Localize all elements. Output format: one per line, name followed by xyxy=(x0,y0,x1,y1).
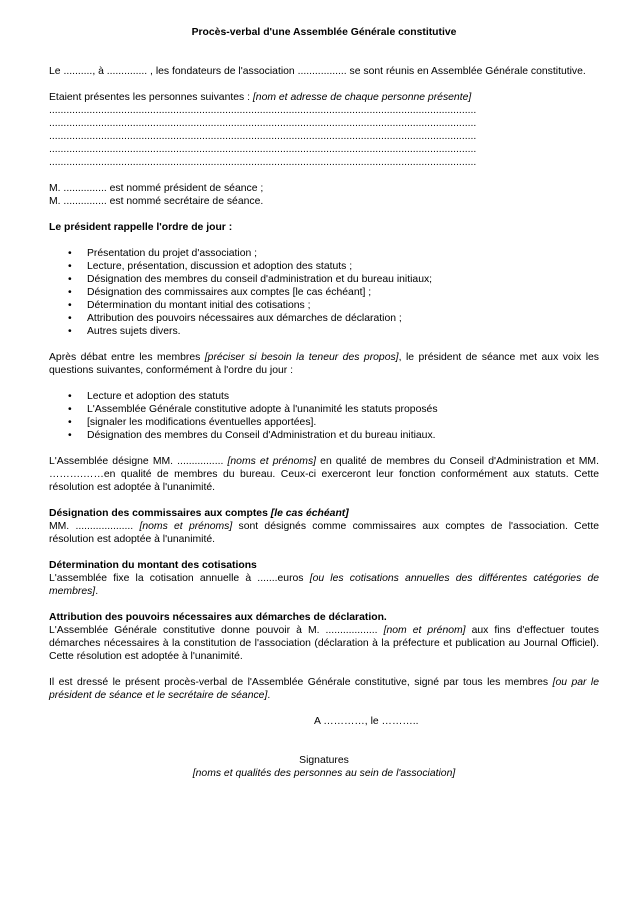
debate-note: [préciser si besoin la teneur des propos] xyxy=(204,352,399,363)
board-text-end: en qualité de membres du Conseil d'Administration et MM. ……….……en qualité de membres du bureau. Ceux-ci exerceront leur fonction conformément aux statuts. Cette résolution est adoptée à l'unanimité. xyxy=(49,456,599,493)
agenda-item: • Désignation des membres du conseil d'administration et du bureau initiaux; xyxy=(87,273,599,286)
agenda-item: • Autres sujets divers. xyxy=(87,325,599,338)
agenda-item: • Attribution des pouvoirs nécessaires aux démarches de déclaration ; xyxy=(87,312,599,325)
closing-paragraph xyxy=(49,676,599,702)
vote-item: • L'Assemblée Générale constitutive adopte à l'unanimité les statuts proposés xyxy=(87,403,599,416)
debate-text: Après débat entre les membres xyxy=(49,352,205,363)
board-note: [noms et prénoms] xyxy=(227,456,317,467)
auditors-heading xyxy=(49,507,599,520)
place-date-line: A …………, le ……….. xyxy=(314,716,419,727)
signatures-note: [noms et qualités des personnes au sein de l'association] xyxy=(192,768,456,779)
attendee-dot-line: .................................................................................................................................................... xyxy=(49,157,477,168)
powers-text: L'Assemblée Générale constitutive donne pouvoir à M. .................. xyxy=(49,625,384,636)
fees-text: L'assemblée fixe la cotisation annuelle à .......euros xyxy=(49,573,310,584)
auditors-paragraph xyxy=(49,520,599,546)
closing-text: Il est dressé le présent procès-verbal de l'Assemblée Générale constitutive, signé par tous les membres xyxy=(49,677,553,688)
intro-paragraph xyxy=(49,65,599,78)
secretary-line: M. ............... est nommé secrétaire de séance. xyxy=(49,196,264,207)
vote-item: • Lecture et adoption des statuts xyxy=(87,390,599,403)
agenda-item: • Détermination du montant initial des cotisations ; xyxy=(87,299,599,312)
board-text: L'Assemblée désigne MM. ................ xyxy=(49,456,228,467)
powers-text-end: aux fins d'effectuer toutes démarches nécessaires à la constitution de l'association (déclaration à la préfecture et publication au Journal Officiel). Cette résolution est adoptée à l'unanimité. xyxy=(49,625,599,662)
vote-item: • [signaler les modifications éventuelles apportées]. xyxy=(87,416,599,429)
agenda-list xyxy=(49,247,599,338)
attendee-dot-line: .................................................................................................................................................... xyxy=(49,105,477,116)
fees-note: [ou les cotisations annuelles des différentes catégories de membres] xyxy=(49,573,600,597)
agenda-heading: Le président rappelle l'ordre de jour : xyxy=(49,222,233,233)
debate-paragraph xyxy=(49,351,599,377)
fees-heading: Détermination du montant des cotisations xyxy=(49,560,257,571)
auditors-heading-text: Désignation des commissaires aux comptes xyxy=(49,508,271,519)
present-lead-text: Etaient présentes les personnes suivantes : xyxy=(49,92,253,103)
attendee-dot-line: .................................................................................................................................................... xyxy=(49,118,477,129)
closing-note: [ou par le président de séance et le secrétaire de séance] xyxy=(49,677,600,701)
signatures-label: Signatures xyxy=(299,755,349,766)
signatures-block xyxy=(49,754,599,780)
agenda-item: • Présentation du projet d'association ; xyxy=(87,247,599,260)
board-paragraph xyxy=(49,455,599,494)
auditors-text-end: sont désignés comme commissaires aux comptes de l'association. Cette résolution est adoptée à l'unanimité. xyxy=(49,521,599,545)
debate-text-end: , le président de séance met aux voix les questions suivantes, conformément à l'ordre du jour : xyxy=(49,352,599,376)
president-line: M. ............... est nommé président de séance ; xyxy=(49,183,264,194)
votes-list xyxy=(49,390,599,442)
agenda-item: • Désignation des commissaires aux comptes [le cas échéant] ; xyxy=(87,286,599,299)
attendees-lines xyxy=(49,104,599,169)
present-lead xyxy=(49,91,599,104)
fees-paragraph xyxy=(49,572,599,598)
intro-text: Le .........., à .............. , les fondateurs de l'association ................. se sont réunis en Assemblée Générale constitutive. xyxy=(49,66,586,77)
closing-text-end: . xyxy=(267,690,271,701)
auditors-heading-note: [le cas échéant] xyxy=(270,508,349,519)
powers-heading: Attribution des pouvoirs nécessaires aux démarches de déclaration. xyxy=(49,612,387,623)
auditors-note: [noms et prénoms] xyxy=(139,521,233,532)
attendee-dot-line: .................................................................................................................................................... xyxy=(49,144,477,155)
powers-paragraph xyxy=(49,624,599,663)
fees-text-end: . xyxy=(95,586,99,597)
present-lead-note: [nom et adresse de chaque personne présente] xyxy=(252,92,472,103)
auditors-text: MM. .................... xyxy=(49,521,140,532)
attendee-dot-line: .................................................................................................................................................... xyxy=(49,131,477,142)
agenda-item: • Lecture, présentation, discussion et adoption des statuts ; xyxy=(87,260,599,273)
document-title: Procès-verbal d'une Assemblée Générale constitutive xyxy=(191,27,457,38)
vote-item: • Désignation des membres du Conseil d'Administration et du bureau initiaux. xyxy=(87,429,599,442)
powers-note: [nom et prénom] xyxy=(383,625,466,636)
